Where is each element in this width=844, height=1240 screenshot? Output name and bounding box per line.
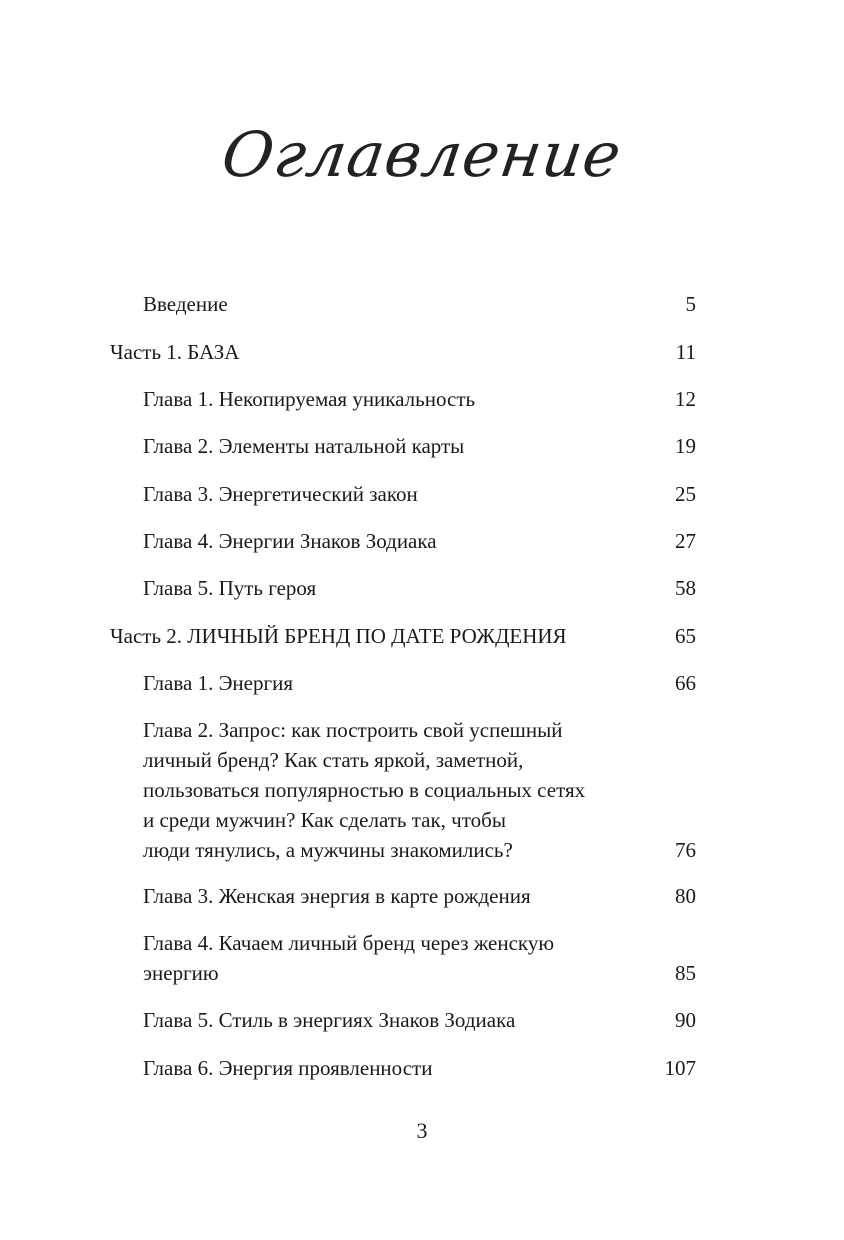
toc-entry-label: Глава 1. Некопируемая уникальность xyxy=(143,387,476,411)
toc-title: Оглавление xyxy=(217,118,627,191)
toc-entry-label: Глава 5. Стиль в энергиях Знаков Зодиака xyxy=(143,1008,516,1032)
toc-entry-label: Часть 2. ЛИЧНЫЙ БРЕНД ПО ДАТЕ РОЖДЕНИЯ xyxy=(110,624,567,648)
toc-entry-page: 25 xyxy=(675,482,696,506)
toc-entry-label: Глава 4. Энергии Знаков Зодиака xyxy=(143,529,437,553)
toc-entry-label: Часть 1. БАЗА xyxy=(110,340,240,364)
toc-entry-label: Глава 2. Элементы натальной карты xyxy=(143,434,465,458)
toc-entry-page: 76 xyxy=(675,838,696,862)
toc-entry-page: 27 xyxy=(675,529,696,553)
toc-entry-page: 65 xyxy=(675,624,696,648)
toc-entry-page: 11 xyxy=(675,340,696,364)
toc-entry-label: Глава 6. Энергия проявленности xyxy=(143,1056,433,1080)
toc-entry-page: 90 xyxy=(675,1008,696,1032)
page-number: 3 xyxy=(416,1118,428,1143)
toc-entry-page: 5 xyxy=(685,292,696,316)
toc-entry-page: 19 xyxy=(675,434,696,458)
toc-entry-page: 58 xyxy=(675,576,696,600)
toc-entry-label: Глава 2. Запрос: как построить свой успешный личный бренд? Как стать яркой, заметной, пользоваться популярностью в социальных сетях и среди мужчин? Как сделать так, чтобы люди тянулись, а мужчины знакомились? xyxy=(143,718,586,862)
toc-entry-label: Введение xyxy=(143,292,228,316)
toc-entry-label: Глава 5. Путь героя xyxy=(143,576,317,600)
toc-entry-label: Глава 3. Женская энергия в карте рождения xyxy=(143,884,531,908)
toc-entry-page: 66 xyxy=(675,671,696,695)
toc-entry-label: Глава 4. Качаем личный бренд через женскую энергию xyxy=(143,931,555,985)
toc-entry-page: 12 xyxy=(675,387,696,411)
toc-entry-page: 85 xyxy=(675,961,696,985)
toc-entry-page: 107 xyxy=(664,1056,696,1080)
toc-entry-page: 80 xyxy=(675,884,696,908)
toc-entry-label: Глава 1. Энергия xyxy=(143,671,294,695)
toc-entry-label: Глава 3. Энергетический закон xyxy=(143,482,418,506)
